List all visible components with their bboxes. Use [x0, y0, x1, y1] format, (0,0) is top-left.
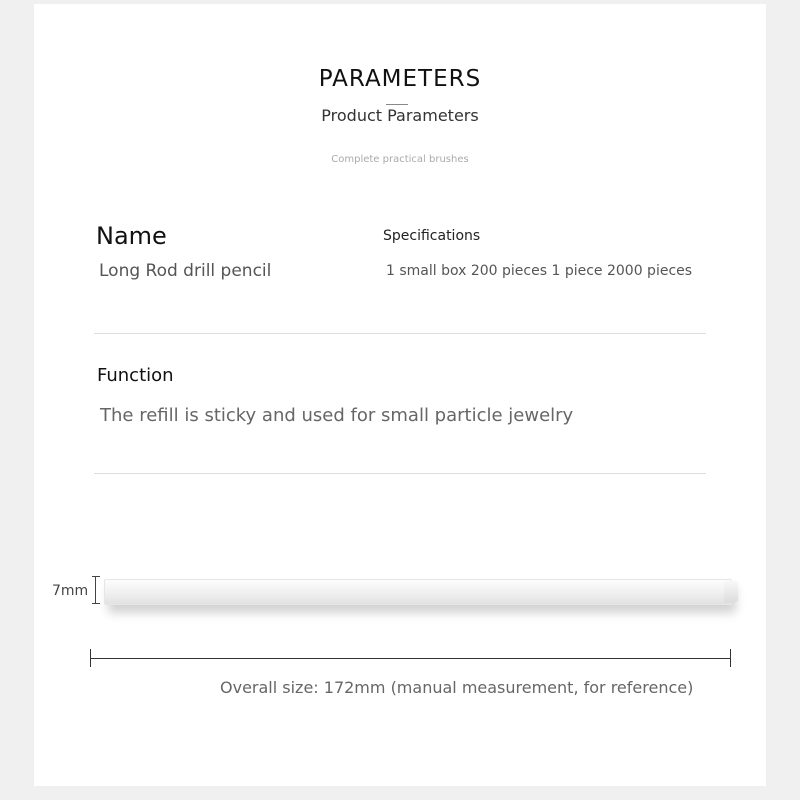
- divider: [94, 333, 706, 334]
- page-tagline: Complete practical brushes: [331, 154, 469, 165]
- specifications-value: 1 small box 200 pieces 1 piece 2000 pieces: [386, 263, 693, 279]
- function-value: The refill is sticky and used for small particle jewelry: [100, 405, 574, 426]
- page-subtitle: Product Parameters: [321, 106, 479, 125]
- name-value: Long Rod drill pencil: [99, 261, 272, 281]
- diameter-bracket-icon: [92, 576, 100, 604]
- overall-size-text: Overall size: 172mm (manual measurement, for reference): [220, 678, 694, 697]
- divider: [94, 473, 706, 474]
- name-label: Name: [96, 222, 167, 250]
- diameter-label: 7mm: [52, 583, 89, 599]
- title-underline: [386, 104, 408, 105]
- page-title: PARAMETERS: [318, 66, 482, 92]
- measure-tick-right: [730, 649, 731, 667]
- measure-line: [90, 658, 730, 659]
- pencil-rod-end: [724, 581, 738, 603]
- function-label: Function: [97, 365, 174, 386]
- pencil-rod-illustration: [104, 579, 732, 605]
- specifications-label: Specifications: [383, 228, 481, 244]
- parameters-card: [34, 4, 766, 786]
